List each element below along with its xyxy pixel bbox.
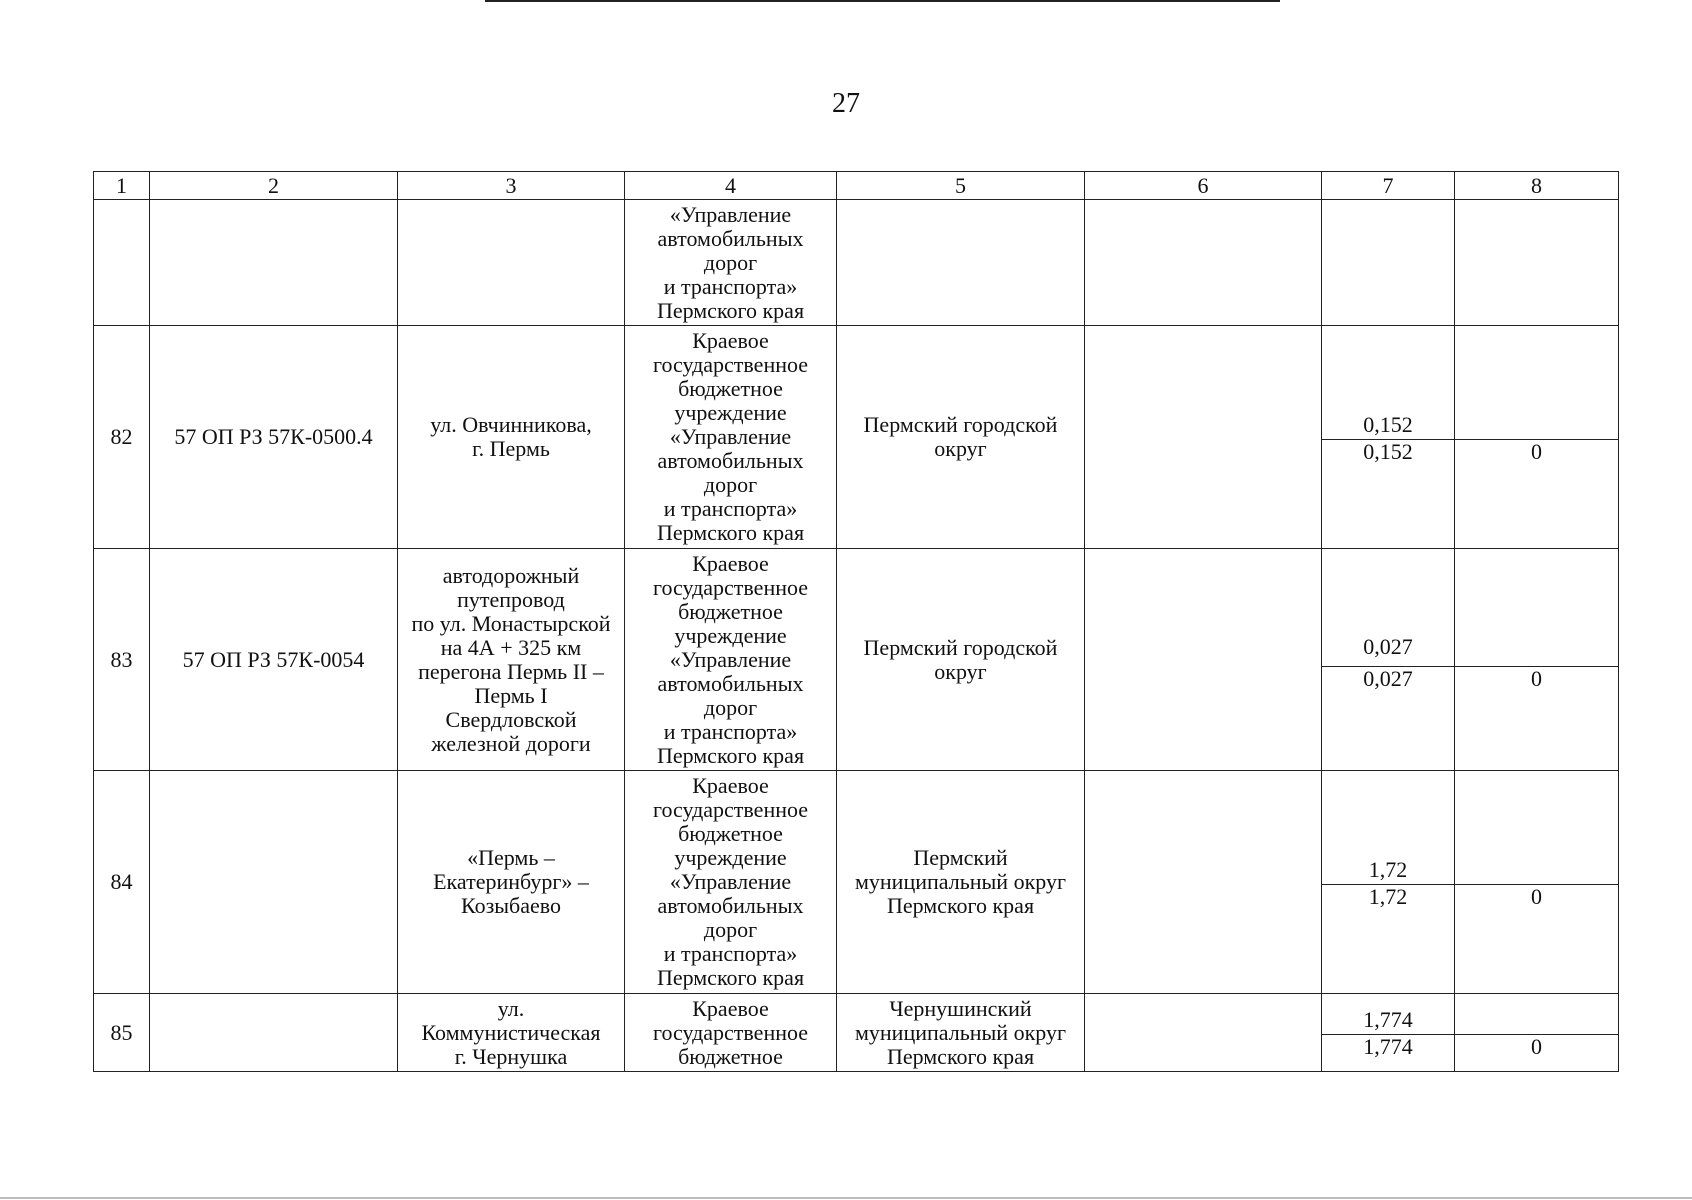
column-8-top	[1455, 856, 1618, 885]
column-8-value: 0	[1531, 666, 1542, 691]
column-8-value: 0	[1531, 1034, 1542, 1059]
column-6-cell	[1085, 994, 1322, 1072]
road-code-cell	[150, 771, 398, 994]
column-header: 2	[150, 172, 398, 200]
length-top-value: 0,152	[1322, 411, 1454, 440]
column-8-cell	[1455, 994, 1619, 1072]
column-header: 4	[625, 172, 837, 200]
column-header: 7	[1322, 172, 1455, 200]
column-8-top	[1455, 1006, 1618, 1035]
length-cell	[1322, 200, 1455, 326]
bottom-edge-rule	[0, 1197, 1692, 1199]
road-code-cell	[150, 200, 398, 326]
table-row	[94, 994, 1619, 1072]
row-number-cell: 83	[94, 549, 150, 771]
owner-cell: Краевое государственное бюджетное учреждение «Управление автомобильных дорог и транспорта» Пермского края	[625, 549, 837, 771]
column-header: 8	[1455, 172, 1619, 200]
owner-cell: «Управление автомобильных дорог и транспорта» Пермского края	[625, 200, 837, 326]
road-name-cell: «Пермь – Екатеринбург» – Козыбаево	[398, 771, 625, 994]
owner-cell: Краевое государственное бюджетное учреждение «Управление автомобильных дорог и транспорта» Пермского края	[625, 326, 837, 549]
road-name-cell	[398, 200, 625, 326]
road-code-cell: 57 ОП РЗ 57К-0500.4	[150, 326, 398, 549]
municipality-cell	[837, 200, 1085, 326]
column-8-cell	[1455, 200, 1619, 326]
table-row	[94, 549, 1619, 771]
length-bottom-value: 1,774	[1363, 1034, 1413, 1059]
row-number-cell: 85	[94, 994, 150, 1072]
column-header: 1	[94, 172, 150, 200]
column-number-header-row	[94, 172, 1619, 200]
row-number-cell: 84	[94, 771, 150, 994]
table-row	[94, 200, 1619, 326]
owner-cell: Краевое государственное бюджетное учреждение «Управление автомобильных дорог и транспорта» Пермского края	[625, 771, 837, 994]
column-6-cell	[1085, 326, 1322, 549]
length-top-value: 1,72	[1322, 856, 1454, 885]
municipality-cell: Пермский муниципальный округ Пермского края	[837, 771, 1085, 994]
length-cell	[1322, 771, 1455, 994]
length-cell	[1322, 549, 1455, 771]
column-header: 3	[398, 172, 625, 200]
length-top-value: 0,027	[1322, 628, 1454, 667]
row-number-cell: 82	[94, 326, 150, 549]
table-row	[94, 771, 1619, 994]
column-6-cell	[1085, 200, 1322, 326]
municipality-cell: Чернушинский муниципальный округ Пермского края	[837, 994, 1085, 1072]
road-code-cell: 57 ОП РЗ 57К-0054	[150, 549, 398, 771]
column-8-top	[1455, 411, 1618, 440]
length-cell	[1322, 326, 1455, 549]
owner-cell: Краевое государственное бюджетное	[625, 994, 837, 1072]
municipality-cell: Пермский городской округ	[837, 326, 1085, 549]
length-bottom-value: 0,027	[1363, 666, 1413, 691]
road-name-cell: автодорожный путепровод по ул. Монастырской на 4А + 325 км перегона Пермь II – Пермь I Свердловской железной дороги	[398, 549, 625, 771]
column-8-top	[1455, 628, 1618, 667]
column-header: 6	[1085, 172, 1322, 200]
length-cell	[1322, 994, 1455, 1072]
road-code-cell	[150, 994, 398, 1072]
road-name-cell: ул. Овчинникова, г. Пермь	[398, 326, 625, 549]
page-number: 27	[832, 88, 860, 119]
length-bottom-value: 1,72	[1368, 883, 1408, 909]
column-8-cell	[1455, 771, 1619, 994]
table-row	[94, 326, 1619, 549]
column-6-cell	[1085, 549, 1322, 771]
length-bottom-value: 0,152	[1363, 438, 1413, 464]
column-8-value: 0	[1531, 883, 1542, 909]
length-top-value: 1,774	[1322, 1006, 1454, 1035]
column-8-cell	[1455, 549, 1619, 771]
municipality-cell: Пермский городской округ	[837, 549, 1085, 771]
row-number-cell	[94, 200, 150, 326]
column-8-value: 0	[1531, 438, 1542, 464]
top-edge-rule	[485, 0, 1280, 2]
column-header: 5	[837, 172, 1085, 200]
column-8-cell	[1455, 326, 1619, 549]
road-name-cell: ул. Коммунистическая г. Чернушка	[398, 994, 625, 1072]
roads-table	[93, 171, 1619, 1072]
column-6-cell	[1085, 771, 1322, 994]
